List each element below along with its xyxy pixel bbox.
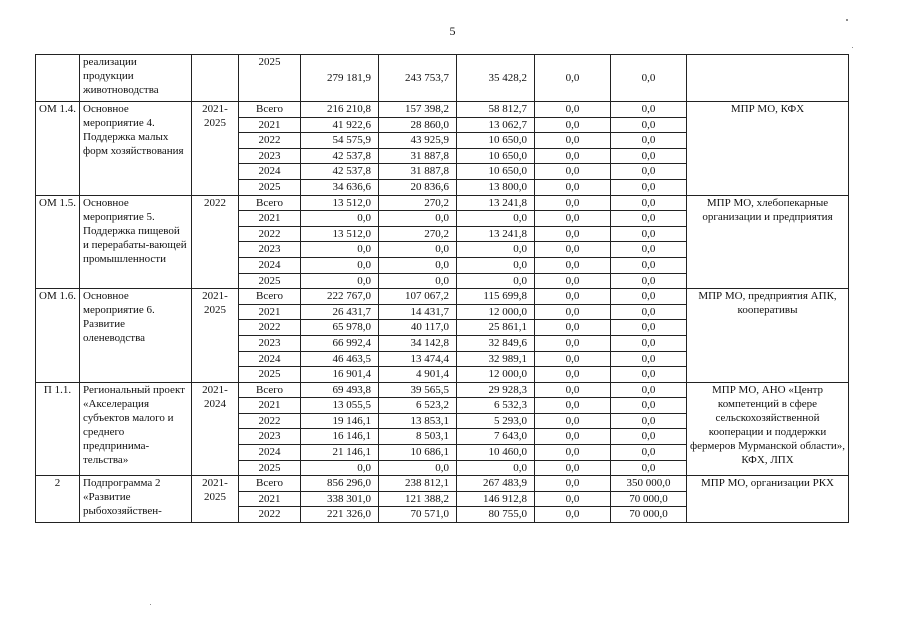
row-source: 2024 [239,445,301,461]
row-name: Подпрограмма 2 «Развитие рыбохозяйствен- [80,476,192,523]
cell-municipal: 0,0 [535,429,611,445]
cell-federal: 0,0 [457,257,535,273]
row-executor: МПР МО, организации РКХ [687,476,849,523]
cell-federal: 12 000,0 [457,367,535,383]
cell-municipal: 0,0 [535,289,611,305]
cell-total: 19 146,1 [301,413,379,429]
row-source: 2024 [239,351,301,367]
row-source: 2022 [239,507,301,523]
cell-municipal: 0,0 [535,211,611,227]
cell-municipal: 0,0 [535,148,611,164]
row-executor: МПР МО, КФХ [687,102,849,196]
table-row [36,382,849,398]
scan-dot [852,47,853,48]
cell-federal: 6 532,3 [457,398,535,414]
table-row [36,195,849,211]
cell-total: 16 146,1 [301,429,379,445]
cell-federal: 32 989,1 [457,351,535,367]
cell-municipal: 0,0 [535,351,611,367]
row-source: 2021 [239,211,301,227]
cell-regional: 8 503,1 [379,429,457,445]
cell-other: 0,0 [611,289,687,305]
cell-other: 70 000,0 [611,491,687,507]
row-code [36,55,80,102]
row-code: ОМ 1.4. [36,102,80,196]
cell-federal: 267 483,9 [457,476,535,492]
cell-other: 0,0 [611,460,687,476]
cell-municipal: 0,0 [535,195,611,211]
row-name: Основное мероприятие 4. Поддержка малых форм хозяйствования [80,102,192,196]
cell-regional: 243 753,7 [379,55,457,102]
cell-municipal: 0,0 [535,460,611,476]
row-executor [687,55,849,102]
cell-municipal: 0,0 [535,367,611,383]
row-source: Всего [239,289,301,305]
scan-dot [846,19,848,21]
row-source: 2023 [239,335,301,351]
cell-total: 222 767,0 [301,289,379,305]
cell-municipal: 0,0 [535,335,611,351]
cell-municipal: 0,0 [535,102,611,118]
cell-other: 0,0 [611,226,687,242]
cell-total: 69 493,8 [301,382,379,398]
cell-municipal: 0,0 [535,133,611,149]
table-row [36,289,849,305]
cell-total: 41 922,6 [301,117,379,133]
cell-other: 0,0 [611,335,687,351]
cell-federal: 10 650,0 [457,148,535,164]
row-code: П 1.1. [36,382,80,476]
scan-dot [150,604,151,605]
page-number: 5 [449,24,456,38]
cell-federal: 0,0 [457,460,535,476]
row-source: 2025 [239,273,301,289]
cell-other: 0,0 [611,211,687,227]
cell-municipal: 0,0 [535,491,611,507]
cell-total: 0,0 [301,211,379,227]
cell-other: 0,0 [611,102,687,118]
cell-regional: 13 853,1 [379,413,457,429]
row-source: 2021 [239,117,301,133]
cell-other: 0,0 [611,133,687,149]
cell-regional: 43 925,9 [379,133,457,149]
cell-other: 0,0 [611,195,687,211]
cell-total: 34 636,6 [301,179,379,195]
cell-other: 0,0 [611,382,687,398]
cell-other: 350 000,0 [611,476,687,492]
cell-other: 0,0 [611,273,687,289]
row-executor: МПР МО, хлебопекарные организации и предприятия [687,195,849,289]
cell-federal: 10 650,0 [457,133,535,149]
cell-total: 0,0 [301,242,379,258]
cell-municipal: 0,0 [535,398,611,414]
row-source: 2022 [239,133,301,149]
row-source: 2024 [239,257,301,273]
table-row [36,55,849,102]
cell-total: 54 575,9 [301,133,379,149]
cell-municipal: 0,0 [535,226,611,242]
cell-total: 13 512,0 [301,226,379,242]
cell-regional: 20 836,6 [379,179,457,195]
cell-total: 216 210,8 [301,102,379,118]
cell-regional: 70 571,0 [379,507,457,523]
cell-municipal: 0,0 [535,382,611,398]
cell-total: 279 181,9 [301,55,379,102]
cell-regional: 31 887,8 [379,164,457,180]
cell-federal: 25 861,1 [457,320,535,336]
cell-federal: 13 800,0 [457,179,535,195]
cell-other: 70 000,0 [611,507,687,523]
cell-regional: 34 142,8 [379,335,457,351]
row-years: 2022 [192,195,239,289]
row-years: 2021-2024 [192,382,239,476]
cell-regional: 4 901,4 [379,367,457,383]
cell-municipal: 0,0 [535,507,611,523]
cell-other: 0,0 [611,413,687,429]
cell-federal: 29 928,3 [457,382,535,398]
cell-municipal: 0,0 [535,445,611,461]
row-source: 2023 [239,242,301,258]
cell-federal: 5 293,0 [457,413,535,429]
cell-federal: 13 241,8 [457,195,535,211]
row-source: 2025 [239,179,301,195]
cell-regional: 0,0 [379,273,457,289]
cell-other: 0,0 [611,304,687,320]
cell-regional: 0,0 [379,257,457,273]
row-source: Всего [239,195,301,211]
cell-regional: 157 398,2 [379,102,457,118]
row-source: 2023 [239,148,301,164]
table-row [36,476,849,492]
cell-municipal: 0,0 [535,273,611,289]
cell-other: 0,0 [611,55,687,102]
cell-regional: 107 067,2 [379,289,457,305]
cell-municipal: 0,0 [535,304,611,320]
cell-total: 46 463,5 [301,351,379,367]
cell-other: 0,0 [611,242,687,258]
row-executor: МПР МО, предприятия АПК, кооперативы [687,289,849,383]
cell-federal: 13 062,7 [457,117,535,133]
cell-other: 0,0 [611,164,687,180]
cell-municipal: 0,0 [535,476,611,492]
row-years: 2021-2025 [192,289,239,383]
row-source: 2025 [239,460,301,476]
cell-regional: 0,0 [379,242,457,258]
row-source: Всего [239,382,301,398]
row-source: 2025 [239,367,301,383]
row-years [192,55,239,102]
cell-municipal: 0,0 [535,164,611,180]
cell-municipal: 0,0 [535,242,611,258]
cell-total: 65 978,0 [301,320,379,336]
cell-federal: 0,0 [457,273,535,289]
cell-regional: 238 812,1 [379,476,457,492]
cell-other: 0,0 [611,148,687,164]
row-source: 2022 [239,226,301,242]
cell-total: 0,0 [301,273,379,289]
table-row [36,102,849,118]
row-code: ОМ 1.6. [36,289,80,383]
cell-municipal: 0,0 [535,257,611,273]
cell-regional: 6 523,2 [379,398,457,414]
cell-federal: 0,0 [457,211,535,227]
cell-federal: 7 643,0 [457,429,535,445]
row-name: Основное мероприятие 5. Поддержка пищевой и перерабаты-вающей промышленности [80,195,192,289]
cell-municipal: 0,0 [535,320,611,336]
cell-federal: 13 241,8 [457,226,535,242]
cell-other: 0,0 [611,117,687,133]
cell-regional: 270,2 [379,226,457,242]
cell-federal: 35 428,2 [457,55,535,102]
cell-total: 338 301,0 [301,491,379,507]
cell-other: 0,0 [611,398,687,414]
cell-regional: 121 388,2 [379,491,457,507]
row-source: 2023 [239,429,301,445]
cell-total: 66 992,4 [301,335,379,351]
cell-federal: 146 912,8 [457,491,535,507]
cell-regional: 28 860,0 [379,117,457,133]
cell-other: 0,0 [611,320,687,336]
row-source: 2021 [239,398,301,414]
cell-regional: 31 887,8 [379,148,457,164]
row-source: 2025 [239,55,301,102]
row-executor: МПР МО, АНО «Центр компетенций в сфере сельскохозяйственной кооперации и поддержки фермеров Мурманской области», КФХ, ЛПХ [687,382,849,476]
cell-municipal: 0,0 [535,117,611,133]
row-code: 2 [36,476,80,523]
cell-total: 13 055,5 [301,398,379,414]
row-years: 2021-2025 [192,476,239,523]
row-source: 2022 [239,413,301,429]
cell-other: 0,0 [611,257,687,273]
cell-federal: 115 699,8 [457,289,535,305]
cell-other: 0,0 [611,179,687,195]
row-source: 2024 [239,164,301,180]
cell-regional: 14 431,7 [379,304,457,320]
row-source: 2022 [239,320,301,336]
cell-regional: 40 117,0 [379,320,457,336]
cell-total: 42 537,8 [301,148,379,164]
row-code: ОМ 1.5. [36,195,80,289]
cell-other: 0,0 [611,367,687,383]
row-name: Региональный проект «Акселерация субъектов малого и среднего предпринима-тельства» [80,382,192,476]
row-source: Всего [239,476,301,492]
cell-total: 0,0 [301,257,379,273]
row-source: Всего [239,102,301,118]
cell-total: 0,0 [301,460,379,476]
row-name: реализации продукции животноводства [80,55,192,102]
cell-total: 221 326,0 [301,507,379,523]
cell-federal: 10 460,0 [457,445,535,461]
row-source: 2021 [239,304,301,320]
cell-total: 13 512,0 [301,195,379,211]
cell-total: 21 146,1 [301,445,379,461]
row-years: 2021-2025 [192,102,239,196]
row-source: 2021 [239,491,301,507]
cell-federal: 58 812,7 [457,102,535,118]
budget-table [35,54,849,523]
cell-regional: 39 565,5 [379,382,457,398]
cell-total: 16 901,4 [301,367,379,383]
cell-federal: 10 650,0 [457,164,535,180]
cell-total: 42 537,8 [301,164,379,180]
cell-other: 0,0 [611,445,687,461]
cell-regional: 13 474,4 [379,351,457,367]
cell-other: 0,0 [611,351,687,367]
cell-total: 26 431,7 [301,304,379,320]
cell-municipal: 0,0 [535,413,611,429]
cell-federal: 12 000,0 [457,304,535,320]
cell-municipal: 0,0 [535,55,611,102]
cell-regional: 0,0 [379,460,457,476]
row-name: Основное мероприятие 6. Развитие оленеводства [80,289,192,383]
cell-municipal: 0,0 [535,179,611,195]
budget-table-body [36,55,849,523]
cell-regional: 0,0 [379,211,457,227]
cell-regional: 10 686,1 [379,445,457,461]
cell-federal: 80 755,0 [457,507,535,523]
cell-total: 856 296,0 [301,476,379,492]
cell-other: 0,0 [611,429,687,445]
cell-federal: 0,0 [457,242,535,258]
cell-regional: 270,2 [379,195,457,211]
cell-federal: 32 849,6 [457,335,535,351]
